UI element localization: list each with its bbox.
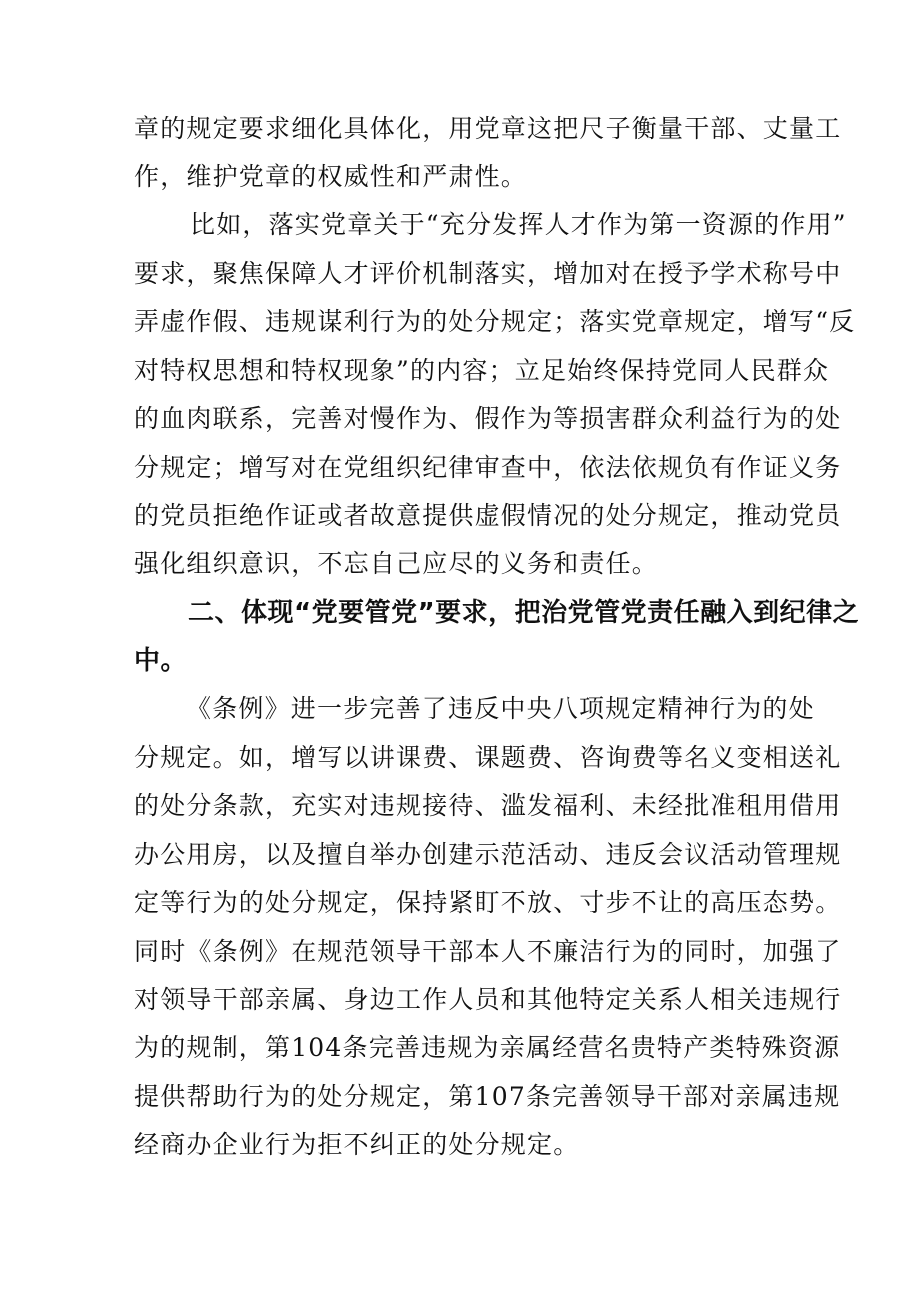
paragraph-1-line-2: 作，维护党章的权威性和严肃性。	[134, 162, 528, 191]
paragraph-2-line-3: 弄虚作假、违规谋利行为的处分规定；落实党章规定，增写“反	[134, 307, 856, 336]
paragraph-2-line-7: 的党员拒绝作证或者故意提供虚假情况的处分规定，推动党员	[134, 501, 842, 530]
paragraph-3-line-7: 对领导干部亲属、身边工作人员和其他特定关系人相关违规行	[134, 985, 842, 1014]
paragraph-2-line-5: 的血肉联系，完善对慢作为、假作为等损害群众利益行为的处	[134, 404, 842, 433]
paragraph-2-line-1: 比如，落实党章关于“充分发挥人才作为第一资源的作用”	[190, 210, 847, 239]
paragraph-2-line-8: 强化组织意识，不忘自己应尽的义务和责任。	[134, 549, 659, 578]
paragraph-2-line-6: 分规定；增写对在党组织纪律审查中，依法依规负有作证义务	[134, 453, 842, 482]
paragraph-1-line-1: 章的规定要求细化具体化，用党章这把尺子衡量干部、丈量工	[134, 114, 842, 143]
paragraph-2-line-2: 要求，聚焦保障人才评价机制落实，增加对在授予学术称号中	[134, 259, 842, 288]
paragraph-3-line-1: 《条例》进一步完善了违反中央八项规定精神行为的处	[186, 694, 815, 723]
section-heading-line-2: 中。	[134, 646, 188, 676]
paragraph-3-line-10: 经商办企业行为拒不纠正的处分规定。	[134, 1130, 580, 1159]
paragraph-3-line-3: 的处分条款，充实对违规接待、滥发福利、未经批准租用借用	[134, 791, 842, 820]
paragraph-2-line-4: 对特权思想和特权现象”的内容；立足始终保持党同人民群众	[134, 356, 830, 385]
paragraph-3-line-8: 为的规制，第104条完善违规为亲属经营名贵特产类特殊资源	[134, 1033, 841, 1062]
paragraph-3-line-6: 同时《条例》在规范领导干部本人不廉洁行为的同时，加强了	[134, 937, 842, 966]
paragraph-3-line-5: 定等行为的处分规定，保持紧盯不放、寸步不让的高压态势。	[134, 888, 842, 917]
paragraph-3-line-2: 分规定。如，增写以讲课费、课题费、咨询费等名义变相送礼	[134, 743, 842, 772]
paragraph-3-line-9: 提供帮助行为的处分规定，第107条完善领导干部对亲属违规	[134, 1082, 841, 1111]
section-heading-line-1: 二、体现“党要管党”要求，把治党管党责任融入到纪律之	[188, 598, 860, 628]
paragraph-3-line-4: 办公用房，以及擅自举办创建示范活动、违反会议活动管理规	[134, 840, 842, 869]
